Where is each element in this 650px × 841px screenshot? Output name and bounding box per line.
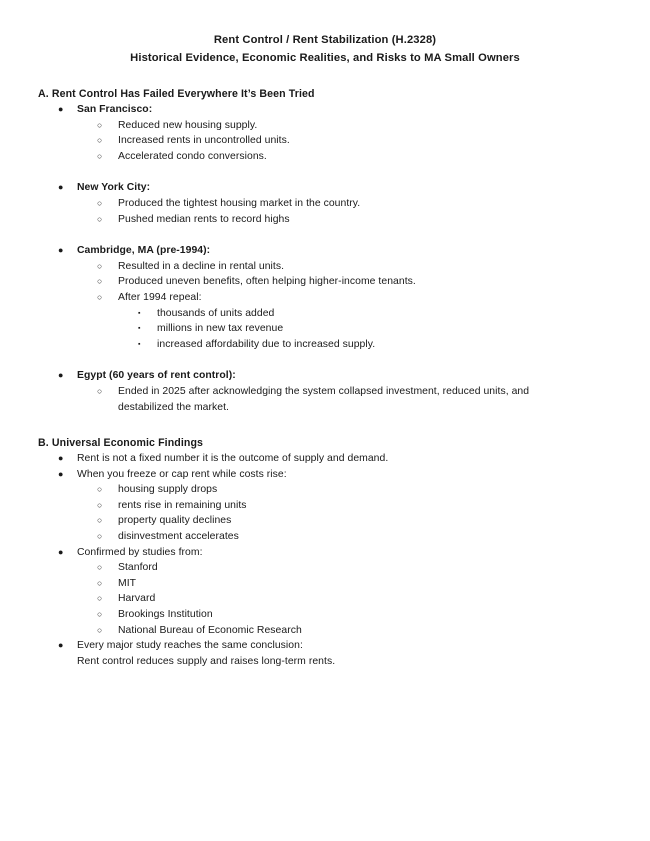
list-item [0, 321, 650, 337]
list-item [0, 576, 650, 592]
list-item-text: MIT [118, 577, 137, 589]
bullet-level1-icon: ● [58, 453, 64, 464]
list-item-label: New York City: [77, 182, 151, 194]
list-item-text: housing supply drops [118, 484, 218, 496]
document-title-block [0, 0, 650, 67]
bullet-level2-icon: ○ [97, 577, 103, 588]
list-item-text: Reduced new housing supply. [118, 119, 258, 131]
list-item [0, 545, 650, 561]
list-item-text: After 1994 repeal: [118, 291, 202, 303]
list-item [0, 591, 650, 607]
bullet-level2-icon: ○ [97, 515, 103, 526]
list-item-egypt [0, 368, 650, 384]
list-item [0, 529, 650, 545]
bullet-level2-icon: ○ [97, 135, 103, 146]
list-item-text: When you freeze or cap rent while costs rise: [77, 468, 287, 480]
list-item-text: National Bureau of Economic Research [118, 624, 302, 636]
list-item-text-line2: Rent control reduces supply and raises long-term rents. [77, 655, 336, 667]
bullet-level2-icon: ○ [97, 213, 103, 224]
list-item-label: San Francisco: [77, 104, 153, 115]
list-item [0, 149, 650, 165]
list-item [0, 196, 650, 212]
list-item-text: Produced uneven benefits, often helping higher-income tenants. [118, 276, 416, 288]
list-item [0, 133, 650, 149]
list-item [0, 259, 650, 275]
list-item-text: rents rise in remaining units [118, 499, 247, 511]
list-item-text: Accelerated condo conversions. [118, 150, 267, 162]
bullet-level2-icon: ○ [97, 609, 103, 620]
list-item-conclusion [0, 638, 650, 669]
bullet-level2-icon: ○ [97, 499, 103, 510]
list-item [0, 306, 650, 322]
list-item-text: Confirmed by studies from: [77, 546, 203, 558]
page-title: Rent Control / Rent Stabilization (H.2328) [213, 34, 437, 46]
list-item [0, 337, 650, 353]
list-item [0, 467, 650, 483]
list-item-text: increased affordability due to increased supply. [157, 338, 376, 350]
list-item [0, 498, 650, 514]
list-item [0, 212, 650, 228]
bullet-level1-icon: ● [58, 245, 64, 256]
list-item-text: Pushed median rents to record highs [118, 213, 290, 225]
bullet-level1-icon: ● [58, 370, 64, 381]
section-a-heading: A. Rent Control Has Failed Everywhere It’s Been Tried [38, 88, 315, 100]
bullet-level1-icon: ● [58, 468, 64, 479]
bullet-level3-icon: ▪ [138, 325, 141, 333]
list-item [0, 513, 650, 529]
list-item-text: Every major study reaches the same conclusion: [77, 640, 303, 652]
bullet-level2-icon: ○ [97, 276, 103, 287]
list-item-text: Rent is not a fixed number it is the outcome of supply and demand. [77, 453, 389, 465]
bullet-level2-icon: ○ [97, 119, 103, 130]
bullet-level2-icon: ○ [97, 260, 103, 271]
bullet-level3-icon: ▪ [138, 309, 141, 317]
list-item-text: thousands of units added [157, 307, 275, 319]
list-item-text: Increased rents in uncontrolled units. [118, 135, 290, 147]
bullet-level2-icon: ○ [97, 197, 103, 208]
list-item-label: Cambridge, MA (pre-1994): [77, 245, 211, 257]
list-item-text: property quality declines [118, 515, 232, 527]
list-item [0, 384, 650, 415]
bullet-level2-icon: ○ [97, 291, 103, 302]
bullet-level2-icon: ○ [97, 385, 103, 396]
list-item [0, 623, 650, 639]
list-item-cambridge-ma [0, 243, 650, 259]
section-b-heading: B. Universal Economic Findings [38, 437, 204, 450]
list-item-text: millions in new tax revenue [157, 323, 284, 335]
list-item-text: disinvestment accelerates [118, 531, 239, 543]
bullet-level2-icon: ○ [97, 484, 103, 495]
list-item-text: Produced the tightest housing market in the country. [118, 197, 361, 209]
spacer [0, 227, 650, 243]
list-item [0, 482, 650, 498]
bullet-level2-icon: ○ [97, 150, 103, 161]
bullet-level2-icon: ○ [97, 624, 103, 635]
bullet-level2-icon: ○ [97, 531, 103, 542]
list-item-text: Resulted in a decline in rental units. [118, 260, 285, 272]
spacer [0, 164, 650, 180]
list-item-text: Harvard [118, 593, 156, 605]
list-item-san-francisco [0, 102, 650, 118]
list-item [0, 607, 650, 623]
bullet-level2-icon: ○ [97, 562, 103, 573]
list-item [0, 560, 650, 576]
bullet-level2-icon: ○ [97, 593, 103, 604]
list-item-new-york-city [0, 180, 650, 196]
bullet-level3-icon: ▪ [138, 340, 141, 348]
bullet-level1-icon: ● [58, 546, 64, 557]
page-subtitle: Historical Evidence, Economic Realities, and Risks to MA Small Owners [130, 52, 520, 64]
list-item-label: Egypt (60 years of rent control): [77, 370, 236, 382]
bullet-level1-icon: ● [58, 640, 64, 651]
spacer [0, 352, 650, 368]
list-item [0, 118, 650, 134]
list-item [0, 451, 650, 467]
list-item-text: Brookings Institution [118, 609, 213, 621]
bullet-level1-icon: ● [58, 104, 64, 114]
list-item-text: Ended in 2025 after acknowledging the system collapsed investment, reduced units, and destabilized the market. [118, 385, 530, 413]
list-item-after-1994-repeal [0, 290, 650, 306]
list-item [0, 274, 650, 290]
list-item-text: Stanford [118, 562, 158, 574]
bullet-level1-icon: ● [58, 182, 64, 193]
